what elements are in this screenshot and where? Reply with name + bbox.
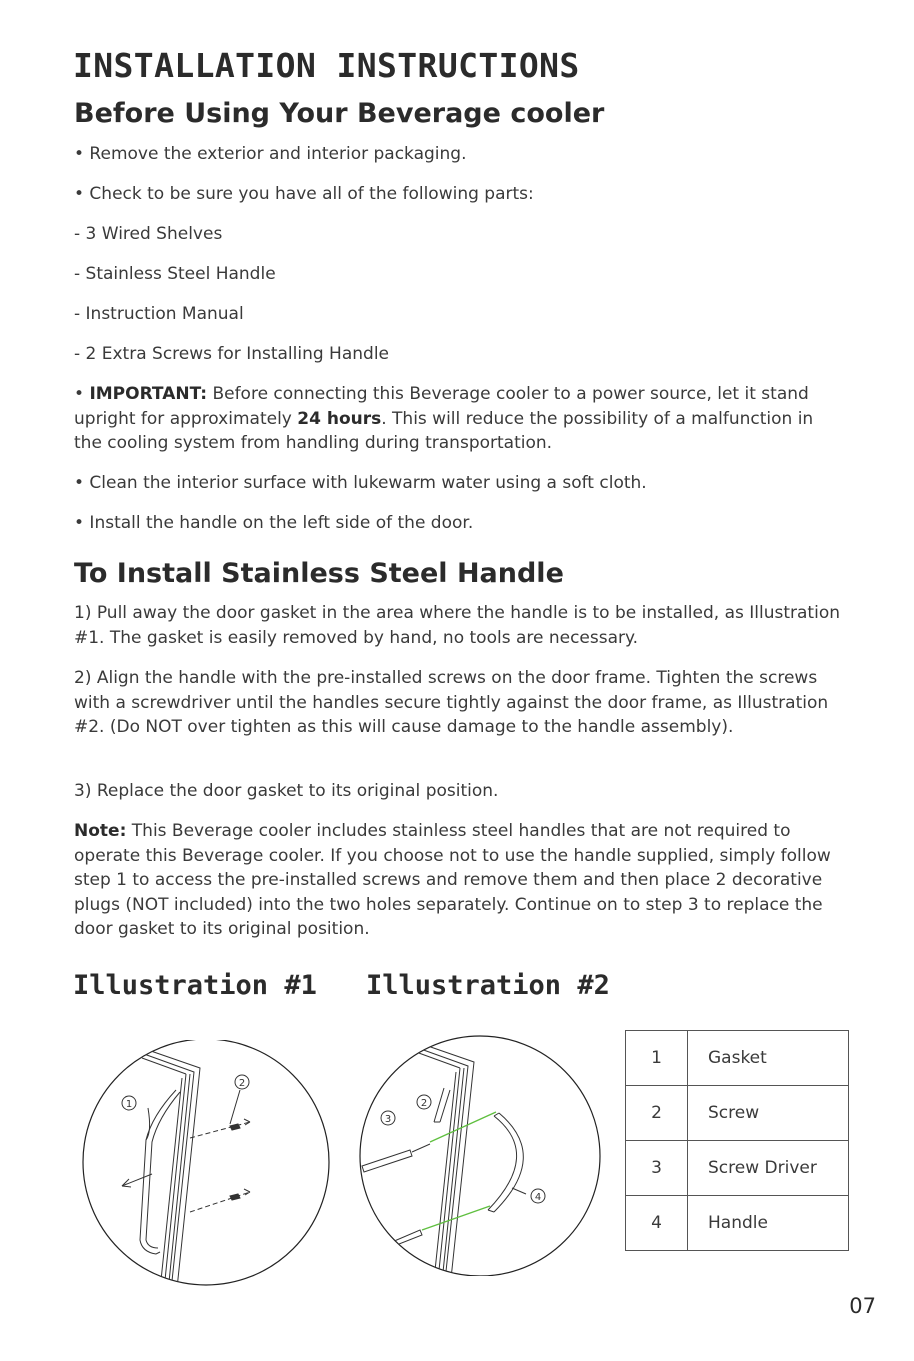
before-using-heading: Before Using Your Beverage cooler	[74, 98, 605, 129]
step-3: 3) Replace the door gasket to its original position.	[74, 781, 499, 801]
illustration-2-diagram	[358, 1030, 604, 1276]
part-number: 3	[626, 1141, 688, 1196]
table-row	[626, 1141, 849, 1196]
part-number: 1	[626, 1031, 688, 1086]
parts-legend-table	[625, 1030, 849, 1251]
parts-list-item: - 3 Wired Shelves	[74, 224, 223, 244]
part-number: 2	[626, 1086, 688, 1141]
callout-3	[381, 1111, 395, 1125]
note-paragraph	[74, 819, 839, 942]
table-row	[626, 1196, 849, 1251]
bullet-install-handle: • Install the handle on the left side of the door.	[74, 513, 474, 533]
illustration-1-diagram	[80, 1040, 334, 1290]
page-number: 07	[849, 1294, 876, 1318]
callout-2	[417, 1095, 431, 1109]
part-name: Screw Driver	[688, 1141, 849, 1196]
table-row	[626, 1031, 849, 1086]
illustration-1-title: Illustration #1	[73, 970, 317, 1001]
callout-4	[531, 1189, 545, 1203]
note-text: This Beverage cooler includes stainless steel handles that are not required to operate this Beverage cooler. If you choose not to use the handle supplied, simply follow step 1 to access the pre-installed screws and remove them and then place 2 decorative plugs (NOT included) into the two holes separately. Continue on to step 3 to replace the door gasket to its original position.	[74, 821, 831, 939]
illustration-2-title: Illustration #2	[366, 970, 610, 1001]
important-text-a: Before connecting this Beverage cooler to a power source, let it stand upright for approximately	[74, 384, 809, 429]
table-row	[626, 1086, 849, 1141]
callout-1-label: 1	[125, 1099, 133, 1110]
illustration-1-circle	[83, 1040, 329, 1285]
parts-list-item: - Instruction Manual	[74, 304, 244, 324]
part-name: Gasket	[688, 1031, 849, 1086]
bullet-check-parts: • Check to be sure you have all of the following parts:	[74, 184, 534, 204]
part-name: Handle	[688, 1196, 849, 1251]
important-label: IMPORTANT:	[89, 384, 208, 404]
bullet-clean-interior: • Clean the interior surface with lukewarm water using a soft cloth.	[74, 473, 647, 493]
step-2: 2) Align the handle with the pre-installed screws on the door frame. Tighten the screws with a screwdriver until the handles secure tightly against the door frame, as Illustration #2. (Do NOT over tighten as this will cause damage to the handle assembly).	[74, 668, 829, 737]
parts-list-item: - Stainless Steel Handle	[74, 264, 276, 284]
important-hours: 24 hours	[297, 408, 382, 429]
callout-1	[122, 1096, 136, 1110]
callout-2-label: 2	[238, 1078, 246, 1089]
important-note	[74, 382, 844, 456]
note-label: Note:	[74, 821, 127, 841]
bullet-remove-packaging: • Remove the exterior and interior packaging.	[74, 144, 467, 164]
important-bullet: •	[74, 384, 90, 404]
callout-4-label: 4	[534, 1192, 542, 1203]
callout-2-label: 2	[420, 1098, 428, 1109]
important-text-b: . This will reduce the possibility of a malfunction in the cooling system from handling during transportation.	[74, 408, 814, 453]
install-handle-heading: To Install Stainless Steel Handle	[74, 558, 564, 589]
part-number: 4	[626, 1196, 688, 1251]
step-1: 1) Pull away the door gasket in the area where the handle is to be installed, as Illustration #1. The gasket is easily removed by hand, no tools are necessary.	[74, 603, 840, 648]
callout-2	[235, 1075, 249, 1089]
parts-list-item: - 2 Extra Screws for Installing Handle	[74, 344, 390, 364]
page-title: INSTALLATION INSTRUCTIONS	[73, 46, 580, 85]
callout-3-label: 3	[384, 1114, 392, 1125]
part-name: Screw	[688, 1086, 849, 1141]
